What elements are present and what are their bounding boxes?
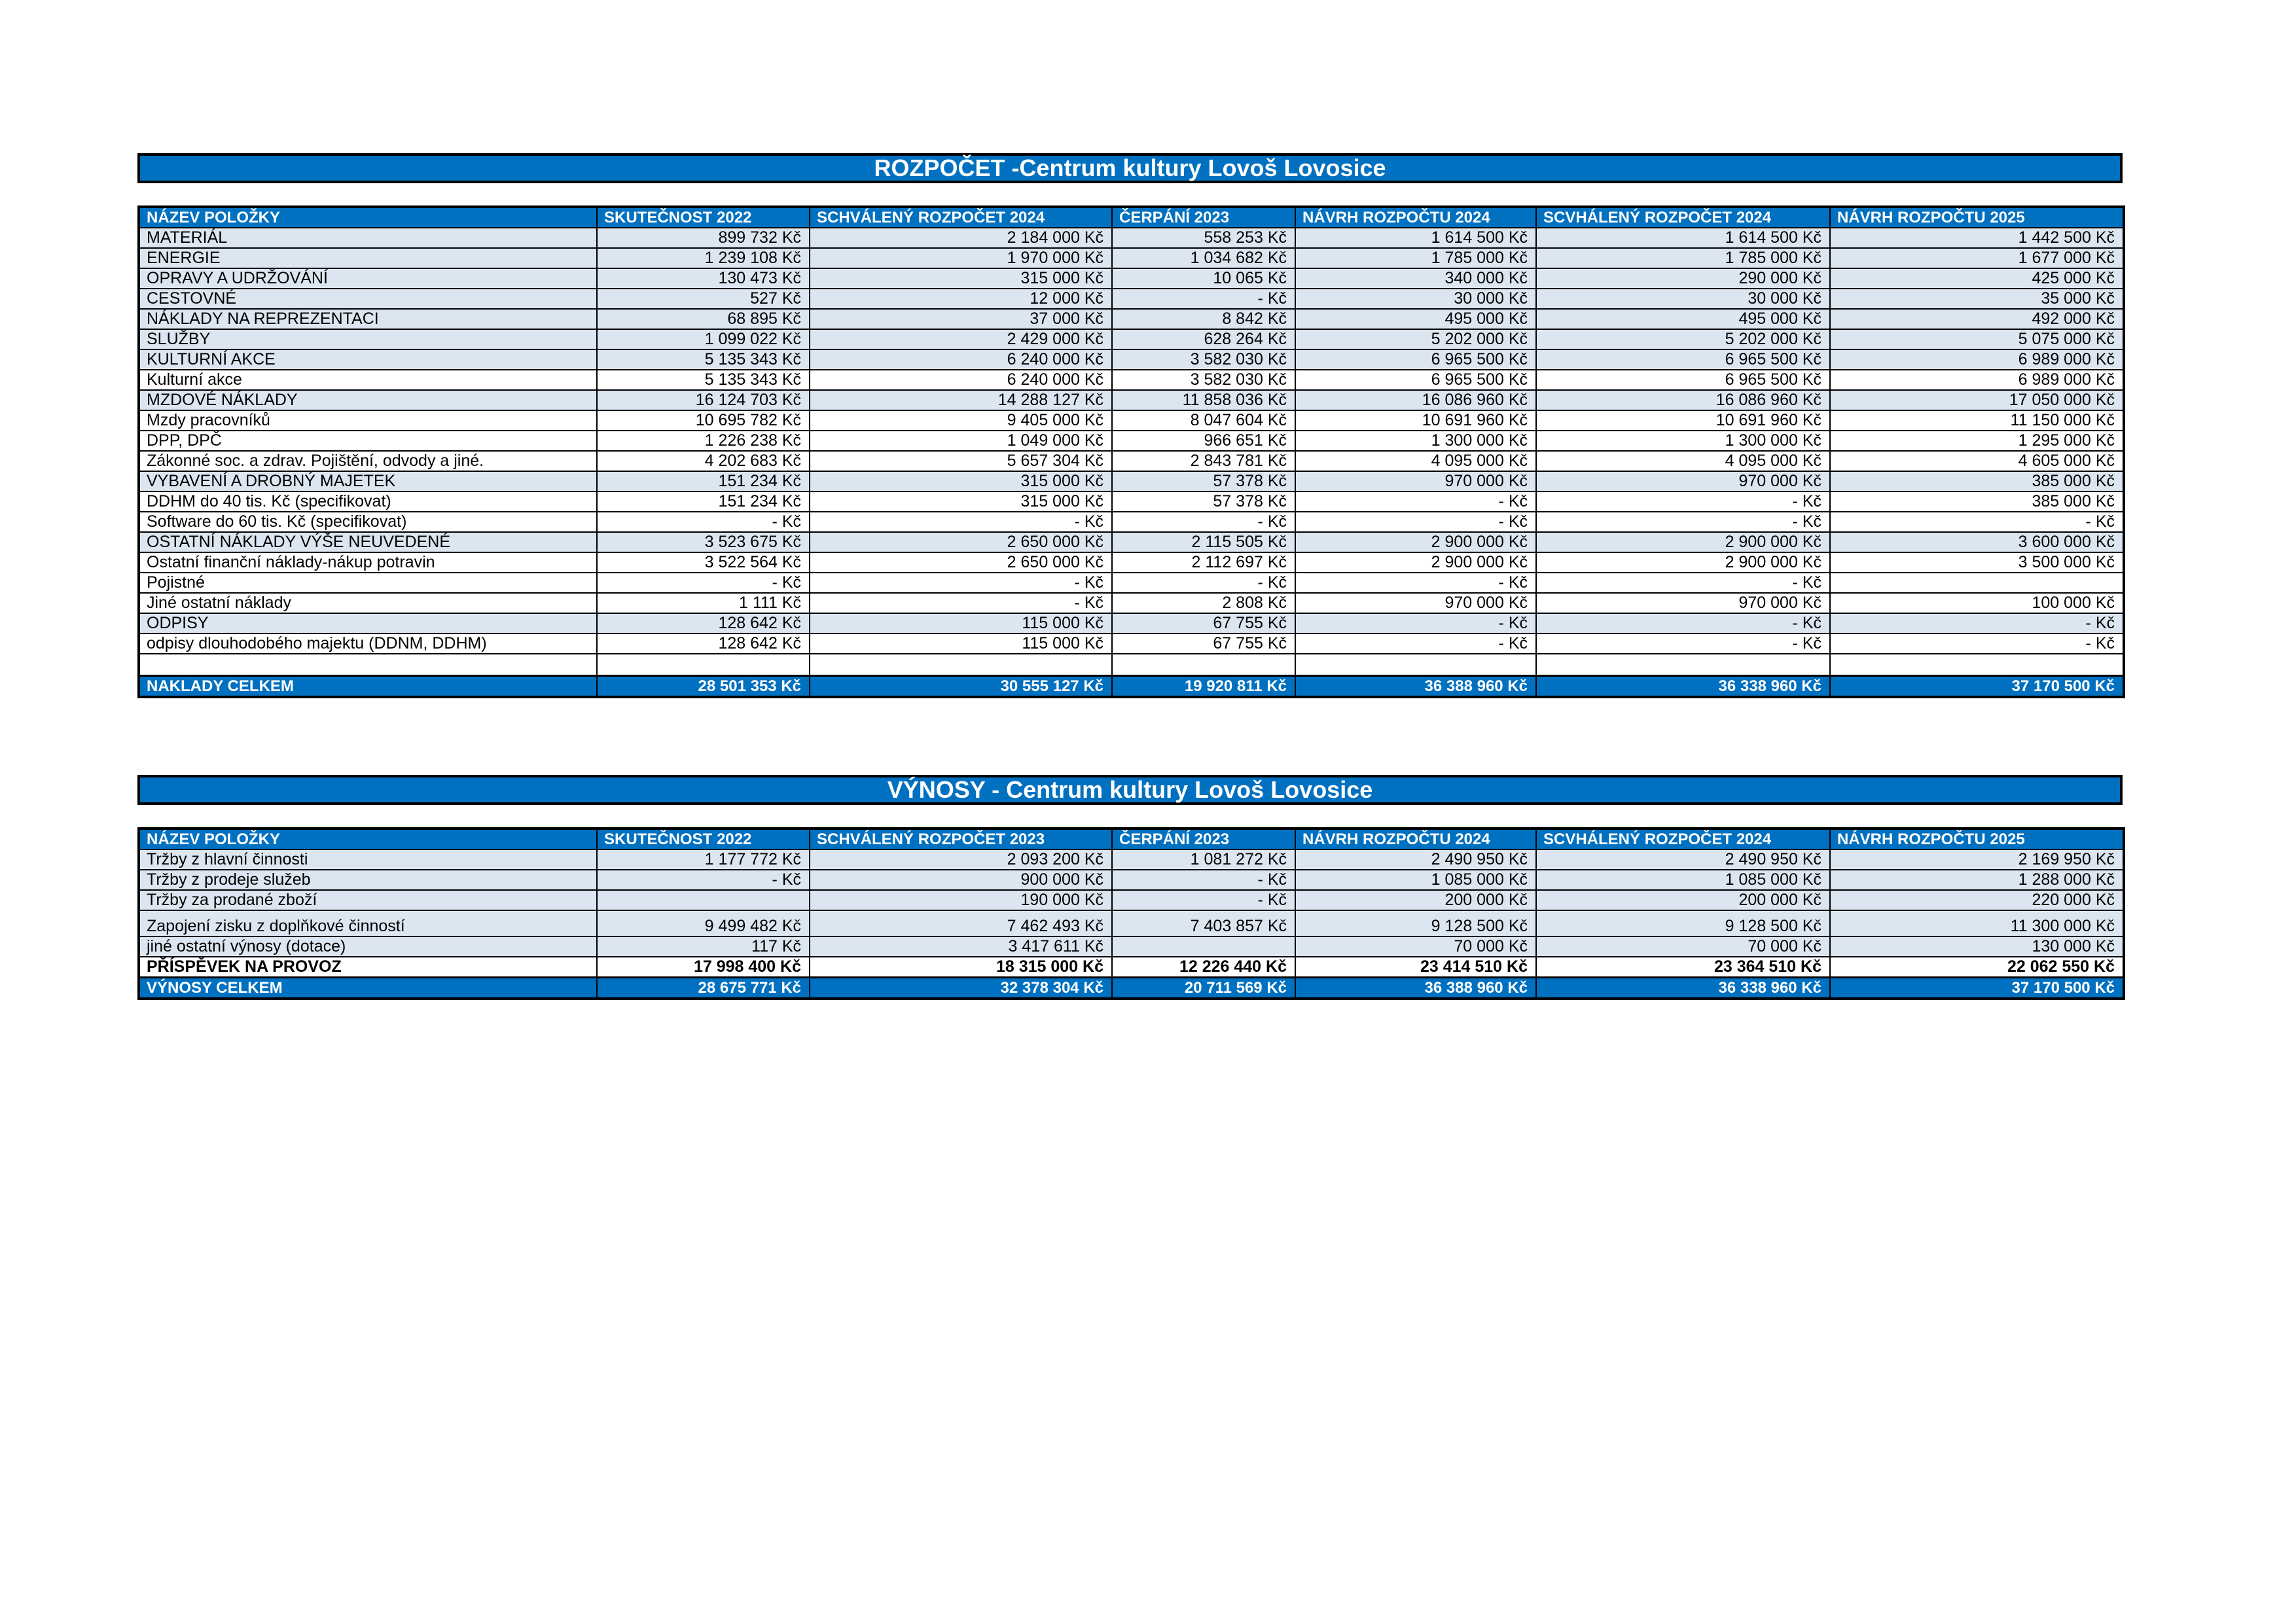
column-header: ČERPÁNÍ 2023 — [1112, 207, 1295, 228]
item-name-cell — [139, 654, 597, 675]
amount-cell: 1 970 000 Kč — [810, 248, 1112, 268]
table-row — [139, 451, 2124, 471]
amount-cell: 1 300 000 Kč — [1295, 431, 1536, 451]
amount-cell: 5 202 000 Kč — [1295, 329, 1536, 349]
amount-cell: 3 500 000 Kč — [1830, 552, 2124, 573]
amount-cell: 6 240 000 Kč — [810, 370, 1112, 390]
total-row — [139, 978, 2124, 999]
amount-cell: 970 000 Kč — [1295, 471, 1536, 491]
amount-cell: 6 240 000 Kč — [810, 349, 1112, 370]
table-row — [139, 268, 2124, 289]
amount-cell: 1 111 Kč — [597, 593, 810, 613]
amount-cell: 100 000 Kč — [1830, 593, 2124, 613]
amount-cell: - Kč — [1830, 512, 2124, 532]
amount-cell — [597, 654, 810, 675]
amount-cell: 970 000 Kč — [1295, 593, 1536, 613]
amount-cell: 2 808 Kč — [1112, 593, 1295, 613]
table-row — [139, 910, 2124, 936]
item-name-cell: DPP, DPČ — [139, 431, 597, 451]
expenses-table — [137, 205, 2125, 698]
table-row — [139, 573, 2124, 593]
item-name-cell: Tržby z prodeje služeb — [139, 870, 597, 890]
amount-cell: 9 128 500 Kč — [1295, 910, 1536, 936]
amount-cell: 2 490 950 Kč — [1295, 849, 1536, 870]
item-name-cell: NÁKLADY NA REPREZENTACI — [139, 309, 597, 329]
amount-cell: 11 150 000 Kč — [1830, 410, 2124, 431]
amount-cell: 2 900 000 Kč — [1295, 552, 1536, 573]
amount-cell: - Kč — [1536, 633, 1830, 654]
table-row — [139, 248, 2124, 268]
amount-cell: 30 000 Kč — [1295, 289, 1536, 309]
amount-cell: 37 170 500 Kč — [1830, 675, 2124, 697]
amount-cell: 70 000 Kč — [1536, 936, 1830, 957]
table-row — [139, 890, 2124, 910]
amount-cell — [1830, 654, 2124, 675]
table-row — [139, 936, 2124, 957]
amount-cell: 4 202 683 Kč — [597, 451, 810, 471]
amount-cell: 1 177 772 Kč — [597, 849, 810, 870]
amount-cell: - Kč — [1295, 491, 1536, 512]
table-row — [139, 849, 2124, 870]
amount-cell — [1295, 654, 1536, 675]
amount-cell: - Kč — [810, 593, 1112, 613]
amount-cell: 970 000 Kč — [1536, 471, 1830, 491]
amount-cell: 315 000 Kč — [810, 471, 1112, 491]
amount-cell: 28 501 353 Kč — [597, 675, 810, 697]
amount-cell: - Kč — [1112, 289, 1295, 309]
item-name-cell: PŘÍSPĚVEK NA PROVOZ — [139, 957, 597, 978]
amount-cell: - Kč — [1112, 870, 1295, 890]
amount-cell: 1 226 238 Kč — [597, 431, 810, 451]
amount-cell: 315 000 Kč — [810, 491, 1112, 512]
item-name-cell: ODPISY — [139, 613, 597, 633]
item-name-cell: ENERGIE — [139, 248, 597, 268]
column-header: NÁVRH ROZPOČTU 2024 — [1295, 207, 1536, 228]
amount-cell: 115 000 Kč — [810, 633, 1112, 654]
amount-cell: 22 062 550 Kč — [1830, 957, 2124, 978]
table-row — [139, 228, 2124, 248]
column-header: SCVHÁLENÝ ROZPOČET 2024 — [1536, 829, 1830, 849]
table-row — [139, 512, 2124, 532]
item-name-cell: CESTOVNÉ — [139, 289, 597, 309]
amount-cell: 2 490 950 Kč — [1536, 849, 1830, 870]
amount-cell: 17 998 400 Kč — [597, 957, 810, 978]
amount-cell: 4 605 000 Kč — [1830, 451, 2124, 471]
amount-cell: 425 000 Kč — [1830, 268, 2124, 289]
amount-cell: 2 650 000 Kč — [810, 552, 1112, 573]
amount-cell: - Kč — [1295, 613, 1536, 633]
amount-cell: 2 093 200 Kč — [810, 849, 1112, 870]
amount-cell: 315 000 Kč — [810, 268, 1112, 289]
amount-cell: 1 785 000 Kč — [1295, 248, 1536, 268]
item-name-cell: Kulturní akce — [139, 370, 597, 390]
amount-cell: 3 523 675 Kč — [597, 532, 810, 552]
item-name-cell: SLUŽBY — [139, 329, 597, 349]
amount-cell: 36 388 960 Kč — [1295, 978, 1536, 999]
amount-cell: 9 128 500 Kč — [1536, 910, 1830, 936]
amount-cell — [810, 654, 1112, 675]
revenues-table — [137, 827, 2125, 1000]
table-row — [139, 349, 2124, 370]
amount-cell: 340 000 Kč — [1295, 268, 1536, 289]
table-row — [139, 289, 2124, 309]
amount-cell: - Kč — [1112, 573, 1295, 593]
amount-cell: 32 378 304 Kč — [810, 978, 1112, 999]
total-row — [139, 675, 2124, 697]
amount-cell: 67 755 Kč — [1112, 613, 1295, 633]
header-row — [139, 829, 2124, 849]
column-header: NÁZEV POLOŽKY — [139, 207, 597, 228]
amount-cell: 37 000 Kč — [810, 309, 1112, 329]
amount-cell: 1 081 272 Kč — [1112, 849, 1295, 870]
amount-cell — [597, 890, 810, 910]
item-name-cell: NAKLADY CELKEM — [139, 675, 597, 697]
column-header: SCHVÁLENÝ ROZPOČET 2023 — [810, 829, 1112, 849]
amount-cell: 6 965 500 Kč — [1295, 370, 1536, 390]
expenses-section — [137, 153, 2123, 698]
item-name-cell: MZDOVÉ NÁKLADY — [139, 390, 597, 410]
amount-cell: 20 711 569 Kč — [1112, 978, 1295, 999]
amount-cell: 628 264 Kč — [1112, 329, 1295, 349]
amount-cell: 2 900 000 Kč — [1536, 552, 1830, 573]
amount-cell: 28 675 771 Kč — [597, 978, 810, 999]
amount-cell: 385 000 Kč — [1830, 491, 2124, 512]
amount-cell: 36 338 960 Kč — [1536, 978, 1830, 999]
amount-cell: 2 900 000 Kč — [1295, 532, 1536, 552]
column-header: ČERPÁNÍ 2023 — [1112, 829, 1295, 849]
amount-cell: - Kč — [1112, 512, 1295, 532]
amount-cell: - Kč — [1536, 573, 1830, 593]
amount-cell: 200 000 Kč — [1295, 890, 1536, 910]
amount-cell: - Kč — [597, 870, 810, 890]
amount-cell: 30 555 127 Kč — [810, 675, 1112, 697]
amount-cell: 4 095 000 Kč — [1536, 451, 1830, 471]
amount-cell: 130 473 Kč — [597, 268, 810, 289]
column-header: SCHVÁLENÝ ROZPOČET 2024 — [810, 207, 1112, 228]
table-row — [139, 309, 2124, 329]
table-row — [139, 370, 2124, 390]
amount-cell: 1 239 108 Kč — [597, 248, 810, 268]
column-header: SKUTEČNOST 2022 — [597, 829, 810, 849]
amount-cell: - Kč — [1536, 491, 1830, 512]
amount-cell: 495 000 Kč — [1536, 309, 1830, 329]
amount-cell: 4 095 000 Kč — [1295, 451, 1536, 471]
item-name-cell: DDHM do 40 tis. Kč (specifikovat) — [139, 491, 597, 512]
amount-cell: 1 614 500 Kč — [1295, 228, 1536, 248]
item-name-cell: Zákonné soc. a zdrav. Pojištění, odvody a jiné. — [139, 451, 597, 471]
amount-cell: 5 202 000 Kč — [1536, 329, 1830, 349]
amount-cell: 1 085 000 Kč — [1295, 870, 1536, 890]
amount-cell: 35 000 Kč — [1830, 289, 2124, 309]
amount-cell: 220 000 Kč — [1830, 890, 2124, 910]
amount-cell: - Kč — [810, 512, 1112, 532]
amount-cell: 6 965 500 Kč — [1536, 349, 1830, 370]
amount-cell: 6 989 000 Kč — [1830, 370, 2124, 390]
amount-cell: - Kč — [1295, 633, 1536, 654]
amount-cell: 3 600 000 Kč — [1830, 532, 2124, 552]
amount-cell: 385 000 Kč — [1830, 471, 2124, 491]
item-name-cell: Ostatní finanční náklady-nákup potravin — [139, 552, 597, 573]
amount-cell: 12 226 440 Kč — [1112, 957, 1295, 978]
amount-cell: 970 000 Kč — [1536, 593, 1830, 613]
amount-cell: - Kč — [1112, 890, 1295, 910]
amount-cell: 2 650 000 Kč — [810, 532, 1112, 552]
column-header: SKUTEČNOST 2022 — [597, 207, 810, 228]
amount-cell: 966 651 Kč — [1112, 431, 1295, 451]
amount-cell: 10 691 960 Kč — [1295, 410, 1536, 431]
item-name-cell: Software do 60 tis. Kč (specifikovat) — [139, 512, 597, 532]
amount-cell: 558 253 Kč — [1112, 228, 1295, 248]
amount-cell: 128 642 Kč — [597, 613, 810, 633]
amount-cell: 3 417 611 Kč — [810, 936, 1112, 957]
amount-cell — [1536, 654, 1830, 675]
amount-cell: 2 112 697 Kč — [1112, 552, 1295, 573]
amount-cell: 492 000 Kč — [1830, 309, 2124, 329]
amount-cell: 900 000 Kč — [810, 870, 1112, 890]
column-header: NÁVRH ROZPOČTU 2025 — [1830, 207, 2124, 228]
section-title: ROZPOČET -Centrum kultury Lovoš Lovosice — [137, 153, 2123, 183]
amount-cell: 16 124 703 Kč — [597, 390, 810, 410]
amount-cell: 6 965 500 Kč — [1536, 370, 1830, 390]
table-row — [139, 593, 2124, 613]
amount-cell: 2 843 781 Kč — [1112, 451, 1295, 471]
amount-cell: 68 895 Kč — [597, 309, 810, 329]
item-name-cell: Zapojení zisku z doplňkové činností — [139, 910, 597, 936]
item-name-cell: Mzdy pracovníků — [139, 410, 597, 431]
amount-cell: 16 086 960 Kč — [1295, 390, 1536, 410]
amount-cell: 1 785 000 Kč — [1536, 248, 1830, 268]
amount-cell: 6 965 500 Kč — [1295, 349, 1536, 370]
amount-cell: 16 086 960 Kč — [1536, 390, 1830, 410]
table-row — [139, 532, 2124, 552]
amount-cell: 1 049 000 Kč — [810, 431, 1112, 451]
amount-cell: 11 858 036 Kč — [1112, 390, 1295, 410]
amount-cell: 200 000 Kč — [1536, 890, 1830, 910]
table-row — [139, 870, 2124, 890]
table-row — [139, 431, 2124, 451]
amount-cell: 3 582 030 Kč — [1112, 349, 1295, 370]
amount-cell: 23 414 510 Kč — [1295, 957, 1536, 978]
table-row — [139, 390, 2124, 410]
amount-cell: 1 288 000 Kč — [1830, 870, 2124, 890]
amount-cell: 9 405 000 Kč — [810, 410, 1112, 431]
amount-cell: - Kč — [1830, 633, 2124, 654]
table-row — [139, 654, 2124, 675]
amount-cell: 190 000 Kč — [810, 890, 1112, 910]
amount-cell: 36 388 960 Kč — [1295, 675, 1536, 697]
amount-cell: 527 Kč — [597, 289, 810, 309]
column-header: NÁVRH ROZPOČTU 2025 — [1830, 829, 2124, 849]
item-name-cell: OSTATNÍ NÁKLADY VÝŠE NEUVEDENÉ — [139, 532, 597, 552]
table-row — [139, 957, 2124, 978]
amount-cell — [1112, 936, 1295, 957]
amount-cell: - Kč — [1295, 573, 1536, 593]
amount-cell: 899 732 Kč — [597, 228, 810, 248]
amount-cell: 290 000 Kč — [1536, 268, 1830, 289]
amount-cell: 70 000 Kč — [1295, 936, 1536, 957]
amount-cell: 9 499 482 Kč — [597, 910, 810, 936]
amount-cell: - Kč — [1536, 512, 1830, 532]
item-name-cell: VÝNOSY CELKEM — [139, 978, 597, 999]
amount-cell: 7 462 493 Kč — [810, 910, 1112, 936]
table-row — [139, 633, 2124, 654]
amount-cell: 2 169 950 Kč — [1830, 849, 2124, 870]
amount-cell: 12 000 Kč — [810, 289, 1112, 309]
table-row — [139, 329, 2124, 349]
amount-cell: 57 378 Kč — [1112, 491, 1295, 512]
amount-cell: 6 989 000 Kč — [1830, 349, 2124, 370]
item-name-cell: MATERIÁL — [139, 228, 597, 248]
amount-cell: 8 047 604 Kč — [1112, 410, 1295, 431]
item-name-cell: OPRAVY A UDRŽOVÁNÍ — [139, 268, 597, 289]
amount-cell: 10 065 Kč — [1112, 268, 1295, 289]
amount-cell: 57 378 Kč — [1112, 471, 1295, 491]
amount-cell: 67 755 Kč — [1112, 633, 1295, 654]
amount-cell: 1 295 000 Kč — [1830, 431, 2124, 451]
table-row — [139, 491, 2124, 512]
revenues-section — [137, 775, 2123, 1000]
amount-cell: 1 614 500 Kč — [1536, 228, 1830, 248]
item-name-cell: Jiné ostatní náklady — [139, 593, 597, 613]
amount-cell: 36 338 960 Kč — [1536, 675, 1830, 697]
amount-cell: - Kč — [810, 573, 1112, 593]
amount-cell — [1830, 573, 2124, 593]
amount-cell: 10 695 782 Kč — [597, 410, 810, 431]
section-title: VÝNOSY - Centrum kultury Lovoš Lovosice — [137, 775, 2123, 805]
item-name-cell: Tržby za prodané zboží — [139, 890, 597, 910]
amount-cell: 151 234 Kč — [597, 471, 810, 491]
table-row — [139, 410, 2124, 431]
amount-cell: 495 000 Kč — [1295, 309, 1536, 329]
amount-cell: - Kč — [1536, 613, 1830, 633]
amount-cell: 2 115 505 Kč — [1112, 532, 1295, 552]
amount-cell: 11 300 000 Kč — [1830, 910, 2124, 936]
amount-cell: 17 050 000 Kč — [1830, 390, 2124, 410]
amount-cell: - Kč — [1295, 512, 1536, 532]
item-name-cell: Tržby z hlavní činnosti — [139, 849, 597, 870]
amount-cell: 3 522 564 Kč — [597, 552, 810, 573]
column-header: SCVHÁLENÝ ROZPOČET 2024 — [1536, 207, 1830, 228]
amount-cell: 5 075 000 Kč — [1830, 329, 2124, 349]
item-name-cell: KULTURNÍ AKCE — [139, 349, 597, 370]
amount-cell: - Kč — [1830, 613, 2124, 633]
amount-cell: - Kč — [597, 573, 810, 593]
amount-cell: 1 300 000 Kč — [1536, 431, 1830, 451]
amount-cell: 3 582 030 Kč — [1112, 370, 1295, 390]
header-row — [139, 207, 2124, 228]
item-name-cell: odpisy dlouhodobého majektu (DDNM, DDHM) — [139, 633, 597, 654]
amount-cell — [1112, 654, 1295, 675]
amount-cell: 5 135 343 Kč — [597, 349, 810, 370]
table-row — [139, 552, 2124, 573]
amount-cell: 37 170 500 Kč — [1830, 978, 2124, 999]
amount-cell: 128 642 Kč — [597, 633, 810, 654]
table-row — [139, 471, 2124, 491]
item-name-cell: VYBAVENÍ A DROBNÝ MAJETEK — [139, 471, 597, 491]
amount-cell: 7 403 857 Kč — [1112, 910, 1295, 936]
amount-cell: 18 315 000 Kč — [810, 957, 1112, 978]
item-name-cell: Pojistné — [139, 573, 597, 593]
amount-cell: 1 099 022 Kč — [597, 329, 810, 349]
amount-cell: 130 000 Kč — [1830, 936, 2124, 957]
column-header: NÁVRH ROZPOČTU 2024 — [1295, 829, 1536, 849]
amount-cell: 2 184 000 Kč — [810, 228, 1112, 248]
amount-cell: 151 234 Kč — [597, 491, 810, 512]
amount-cell: 10 691 960 Kč — [1536, 410, 1830, 431]
item-name-cell: jiné ostatní výnosy (dotace) — [139, 936, 597, 957]
amount-cell: 23 364 510 Kč — [1536, 957, 1830, 978]
column-header: NÁZEV POLOŽKY — [139, 829, 597, 849]
amount-cell: 5 135 343 Kč — [597, 370, 810, 390]
amount-cell: 2 429 000 Kč — [810, 329, 1112, 349]
amount-cell: - Kč — [597, 512, 810, 532]
amount-cell: 117 Kč — [597, 936, 810, 957]
amount-cell: 19 920 811 Kč — [1112, 675, 1295, 697]
amount-cell: 5 657 304 Kč — [810, 451, 1112, 471]
amount-cell: 14 288 127 Kč — [810, 390, 1112, 410]
table-row — [139, 613, 2124, 633]
amount-cell: 1 677 000 Kč — [1830, 248, 2124, 268]
amount-cell: 2 900 000 Kč — [1536, 532, 1830, 552]
amount-cell: 1 442 500 Kč — [1830, 228, 2124, 248]
amount-cell: 30 000 Kč — [1536, 289, 1830, 309]
amount-cell: 1 085 000 Kč — [1536, 870, 1830, 890]
amount-cell: 115 000 Kč — [810, 613, 1112, 633]
amount-cell: 8 842 Kč — [1112, 309, 1295, 329]
amount-cell: 1 034 682 Kč — [1112, 248, 1295, 268]
